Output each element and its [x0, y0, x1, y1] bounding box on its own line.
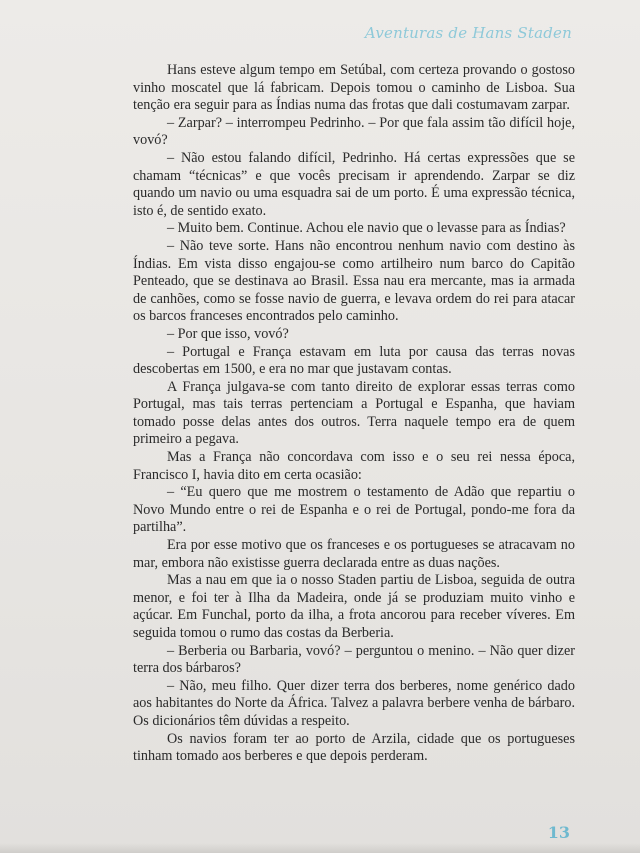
- paragraph: A França julgava-se com tanto direito de explorar essas terras como Portugal, mas tais terras pertenciam a Portugal e Espanha, que haviam tomado posse delas antes dos outros. Terra naquele tempo era de quem primeiro a pegava.: [133, 378, 575, 448]
- paragraph: – Zarpar? – interrompeu Pedrinho. – Por que fala assim tão difícil hoje, vovó?: [133, 114, 575, 149]
- paragraph: Hans esteve algum tempo em Setúbal, com certeza provando o gostoso vinho moscatel que lá fabricam. Depois tomou o caminho de Lisboa. Sua tenção era seguir para as Índias numa das frotas que dali costumavam zarpar.: [133, 62, 575, 114]
- page-number: 13: [547, 823, 570, 842]
- running-title: Aventuras de Hans Staden: [364, 24, 572, 42]
- paragraph: – Portugal e França estavam em luta por causa das terras novas descobertas em 1500, e era no mar que justavam contas.: [133, 343, 575, 378]
- body-text: [133, 62, 575, 766]
- page-edge-shadow: [0, 843, 640, 853]
- paragraph: Os navios foram ter ao porto de Arzila, cidade que os portugueses tinham tomado aos berberes e que depois perderam.: [133, 730, 575, 765]
- paragraph: – Por que isso, vovó?: [167, 325, 289, 342]
- paragraph: – Não estou falando difícil, Pedrinho. Há certas expressões que se chamam “técnicas” e que vocês precisam ir aprendendo. Zarpar se diz quando um navio ou uma esquadra sai de um porto. É uma expressão técnica, isto é, de sentido exato.: [133, 149, 575, 219]
- paragraph: – Muito bem. Continue. Achou ele navio que o levasse para as Índias?: [167, 220, 566, 237]
- paragraph: Era por esse motivo que os franceses e os portugueses se atracavam no mar, embora não existisse guerra declarada entre as duas nações.: [133, 537, 575, 571]
- paragraph: – Berberia ou Barbaria, vovó? – perguntou o menino. – Não quer dizer terra dos bárbaros?: [133, 642, 575, 677]
- paragraph: Mas a França não concordava com isso e o seu rei nessa época, Francisco I, havia dito em certa ocasião:: [133, 449, 575, 483]
- paragraph: – “Eu quero que me mostrem o testamento de Adão que repartiu o Novo Mundo entre o rei de Espanha e o rei de Portugal, pondo-me fora da partilha”.: [133, 484, 575, 536]
- paragraph: Mas a nau em que ia o nosso Staden partiu de Lisboa, seguida de outra menor, e foi ter à Ilha da Madeira, onde já se produziam muito vinho e açúcar. Em Funchal, porto da ilha, a frota ancorou para receber víveres. Em seguida tomou o rumo das costas da Berberia.: [133, 572, 575, 641]
- paragraph: – Não teve sorte. Hans não encontrou nenhum navio com destino às Índias. Em vista disso engajou-se como artilheiro num barco do Capitão Penteado, que se destinava ao Brasil. Essa nau era mercante, mas ia armada de canhões, como se fosse navio de guerra, e levava ordem do rei para atacar os barcos franceses encontrados pelo caminho.: [133, 237, 575, 325]
- paragraph: – Não, meu filho. Quer dizer terra dos berberes, nome genérico dado aos habitantes do Norte da África. Talvez a palavra berbere venha de bárbaro. Os dicionários têm dúvidas a respeito.: [133, 677, 575, 729]
